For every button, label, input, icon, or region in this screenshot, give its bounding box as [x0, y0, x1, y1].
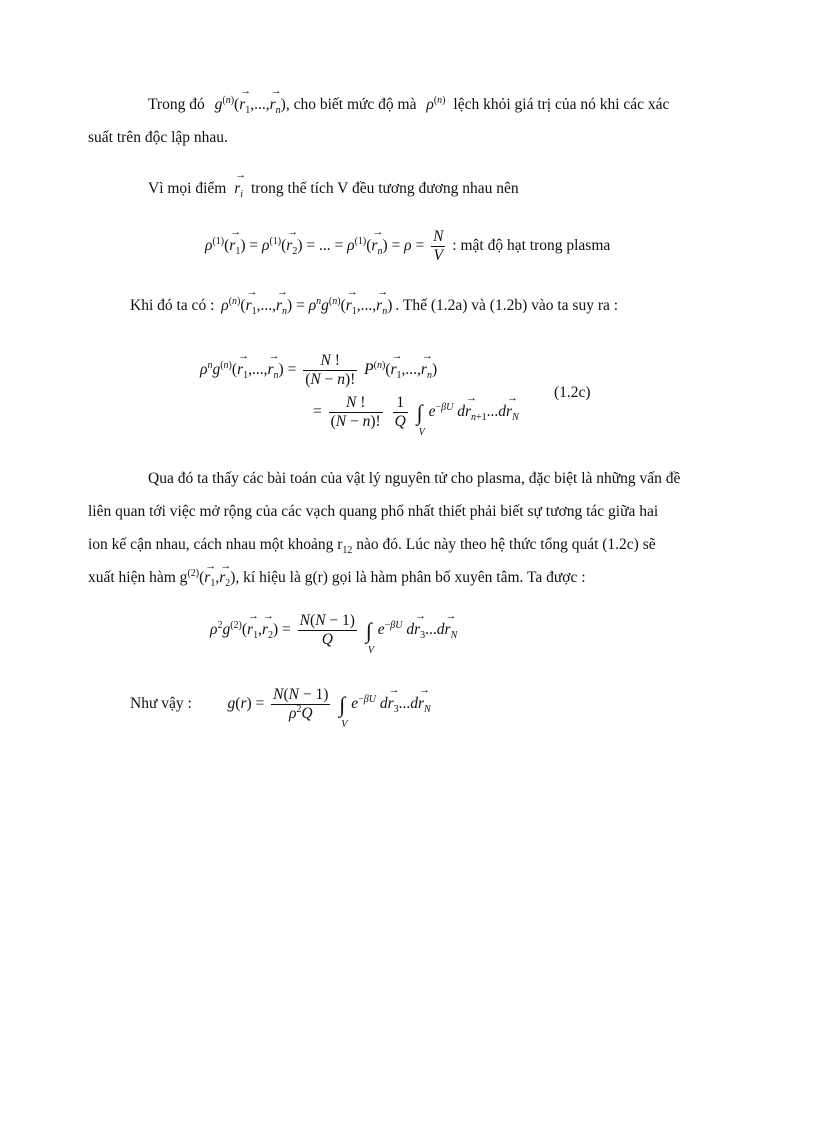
equation-1-2c-line-2: = $\frac{N !}{(N - n)!}$ $\frac{1}{Q}$ ∫ V $e^{-\beta U}$ $d\to r_{n+1}...d\to r_N$	[313, 394, 519, 431]
integral-sign-3: ∫ V	[339, 691, 348, 730]
p4-line-1: Qua đó ta thấy các bài toán của vật lý nguyên tử cho plasma, đặc biệt là những vấn đề	[148, 470, 681, 487]
fraction-one-over-q: $\frac{1}{Q}$	[394, 394, 406, 430]
fraction-n-over-v: $\frac{N}{V}$	[433, 228, 444, 264]
p4-line-4-b: , kí hiệu là g(r) gọi là hàm phân bố xuyên tâm. Ta được :	[235, 569, 586, 586]
paragraph-4	[88, 462, 748, 594]
equation-1-2c-line-1: $\rho^ng^{(n)}(\to r_1,...,\to r_n)$ = $\frac{N !}{(N - n)!}$ $P^{(n)}(\to r_1,...,\to r_n)$	[200, 352, 437, 389]
p4-line-4: xuất hiện hàm $g^{(2)}(\to r_1,\to r_2)$, kí hiệu là g(r) gọi là hàm phân bố xuyên tâm. Ta được :	[88, 561, 748, 594]
paragraph-1-line-1	[148, 94, 670, 117]
paragraph-1-line-2	[88, 129, 228, 147]
fraction-nn1-over-q: $\frac{N(N - 1)}{Q}$	[299, 612, 355, 648]
integral-sign: ∫ V	[416, 399, 425, 438]
p1-line2: suất trên độc lập nhau.	[88, 129, 228, 146]
p4-line-3-a: ion kế cận nhau, cách nhau một khoảng r	[88, 536, 343, 553]
equation-tag: (1.2c)	[554, 384, 591, 401]
equation-g2: $\rho^2g^{(2)}(\to r_1,\to r_2)$ = $\frac{N(N - 1)}{Q}$ ∫ V $e^{-\beta U}$ $d\to r_3...d\to r_N$	[210, 612, 457, 649]
p4-line-2: liên quan tới việc mở rộng của các vạch quang phổ nhất thiết phải biết sự tương tác giữa hai	[88, 503, 659, 520]
p4-line-3	[88, 528, 748, 561]
formula-g-n: $g^{(n)}(\to r_1,...,\to r_n)$	[215, 96, 286, 113]
paragraph-2	[148, 180, 519, 201]
fraction-nn1-over-rho2q: $\frac{N(N - 1)}{\rho^2Q}$	[273, 686, 329, 722]
fraction-factorial: $\frac{N !}{(N - n)!}$	[305, 352, 356, 388]
fraction-factorial-2: $\frac{N !}{(N - n)!}$	[330, 394, 381, 430]
formula-r-i: → $r_i$	[234, 180, 243, 197]
p5-lead: Như vậy :	[130, 695, 192, 713]
formula-rho-g: $\rho^{(n)}(\to r_1,...,\to r_n) = \rho^ng^{(n)}(\to r_1,...,\to r_n)$	[221, 297, 392, 314]
p3-tail: . Thế (1.2a) và (1.2b) vào ta suy ra :	[395, 297, 619, 314]
integral-sign-2: ∫ V	[365, 617, 374, 656]
p4-line-4-a: xuất hiện hàm g	[88, 569, 188, 586]
p4-line-3-b: nào đó. Lúc này theo hệ thức tổng quát (1.2c) sẽ	[352, 536, 656, 553]
p2-lead: Vì mọi điểm	[148, 180, 227, 197]
p2-tail: trong thể tích V đều tương đương nhau nên	[250, 180, 519, 197]
p4-line-3-sub: 12	[342, 545, 353, 557]
paragraph-3	[130, 295, 619, 318]
formula-rho-n: $\rho^{(n)}$	[426, 94, 446, 113]
p1-lead: Trong đó	[148, 96, 205, 113]
equation-g-r: Như vậy : g(r) = $\frac{N(N - 1)}{\rho^2Q}$ ∫ V $e^{-\beta U}$ $d\to r_3...d\to r_N$	[130, 686, 431, 723]
p1-tail: lệch khỏi giá trị của nó khi các xác	[453, 96, 670, 113]
equation-density: $\rho^{(1)}(\to r_1) = \rho^{(1)}(\to r_2)$ = ... = $\rho^{(1)}(\to r_n) = \rho$ = $\frac{N}{V}$ : mật độ hạt trong plasma	[205, 228, 610, 265]
p1-mid: , cho biết mức độ mà	[285, 96, 417, 113]
eq1-label: : mật độ hạt trong plasma	[452, 237, 611, 255]
p3-lead: Khi đó ta có :	[130, 297, 215, 314]
